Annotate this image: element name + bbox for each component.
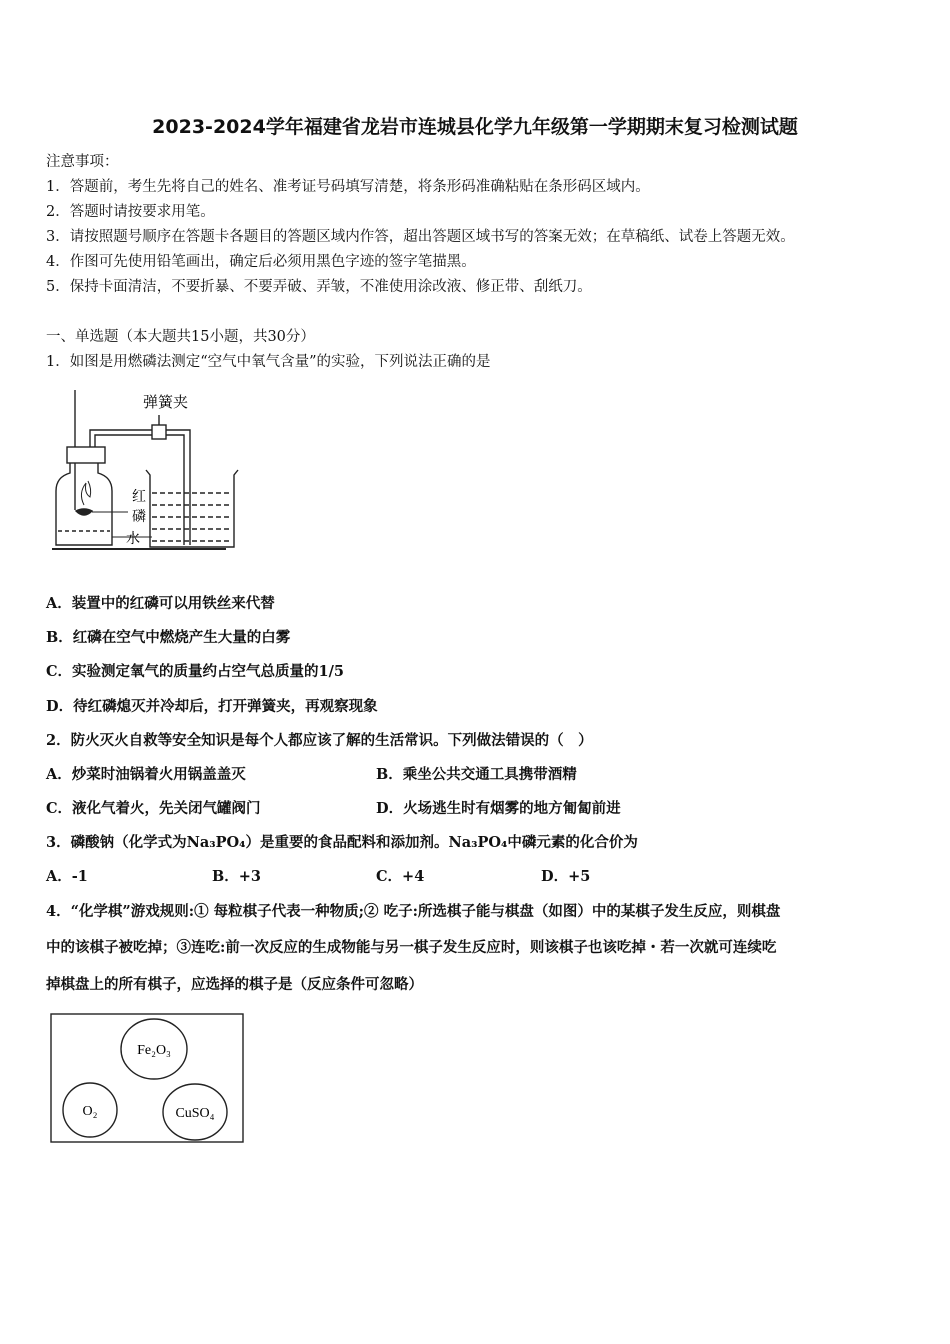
beaker <box>146 470 238 547</box>
section-heading: 一、单选题（本大题共15小题，共30分） <box>46 329 315 345</box>
q2-stem: 2．防火灭火自救等安全知识是每个人都应该了解的生活常识。下列做法错误的（ ） <box>46 732 593 749</box>
q4-stem-line-1: 4．“化学棋”游戏规则:① 每粒棋子代表一种物质;② 吃子:所选棋子能与棋盘（如图）中的某棋子发生反应，则棋盘 <box>46 903 781 920</box>
q3-option-a: A．-1 <box>46 868 88 885</box>
q4-stem-line-3: 掉棋盘上的所有棋子，应选择的棋子是（反应条件可忽略） <box>46 976 423 993</box>
chess-board <box>50 1013 246 1143</box>
q1-option-b: B．红磷在空气中燃烧产生大量的白雾 <box>46 629 291 646</box>
page-title: 2023-2024学年福建省龙岩市连城县化学九年级第一学期期末复习检测试题 <box>152 116 798 138</box>
q3-option-d: D．+5 <box>541 868 591 885</box>
delivery-tube <box>170 430 190 545</box>
phosphorus-label-2: 磷 <box>132 509 146 525</box>
phosphorus-label-1: 红 <box>132 489 146 505</box>
stopper <box>67 447 105 463</box>
q4-stem-line-2: 中的该棋子被吃掉；③连吃:前一次反应的生成物能与另一棋子发生反应时，则该棋子也该吃掉・若一次就可连续吃 <box>46 939 777 956</box>
notice-item-1: 1．答题前，考生先将自己的姓名、准考证号码填写清楚，将条形码准确粘贴在条形码区域内。 <box>46 179 650 195</box>
notice-item-3: 3．请按照题号顺序在答题卡各题目的答题区域内作答，超出答题区域书写的答案无效；在草稿纸、试卷上答题无效。 <box>46 229 795 245</box>
clip-label: 弹簧夹 <box>143 393 189 411</box>
q1-option-d: D．待红磷熄灭并冷却后，打开弹簧夹，再观察现象 <box>46 698 378 715</box>
q3-option-c: C．+4 <box>376 868 425 885</box>
spring-clip <box>152 425 166 439</box>
notice-item-2: 2．答题时请按要求用笔。 <box>46 204 215 220</box>
combustion-spoon <box>76 509 92 515</box>
piece-cuso4-label: CuSO₄ <box>175 1106 215 1121</box>
q2-option-c: C．液化气着火，先关闭气罐阀门 <box>46 800 261 817</box>
flame <box>81 481 90 505</box>
notice-item-5: 5．保持卡面清洁，不要折暴、不要弄破、弄皱，不准使用涂改液、修正带、刮纸刀。 <box>46 279 592 295</box>
q3-option-b: B．+3 <box>212 868 261 885</box>
q1-option-c: C．实验测定氧气的质量约占空气总质量的1/5 <box>46 663 345 680</box>
notice-heading: 注意事项： <box>46 154 119 170</box>
q3-stem: 3．磷酸钠（化学式为Na₃PO₄）是重要的食品配料和添加剂。Na₃PO₄中磷元素的化合价为 <box>46 834 638 851</box>
q1-stem: 1．如图是用燃磷法测定“空气中氧气含量”的实验，下列说法正确的是 <box>46 354 491 370</box>
water-label: 水 <box>126 531 140 547</box>
q2-option-b: B．乘坐公共交通工具携带酒精 <box>376 766 577 783</box>
apparatus-figure <box>40 385 240 557</box>
notice-item-4: 4．作图可先使用铅笔画出，确定后必须用黑色字迹的签字笔描黑。 <box>46 254 476 270</box>
piece-fe2o3-label: Fe₂O₃ <box>137 1043 171 1058</box>
piece-o2-label: O₂ <box>82 1104 98 1119</box>
q2-option-a: A．炒菜时油锅着火用锅盖盖灭 <box>46 766 246 783</box>
q2-option-d: D．火场逃生时有烟雾的地方匍匐前进 <box>376 800 621 817</box>
q1-option-a: A．装置中的红磷可以用铁丝来代替 <box>46 595 275 612</box>
